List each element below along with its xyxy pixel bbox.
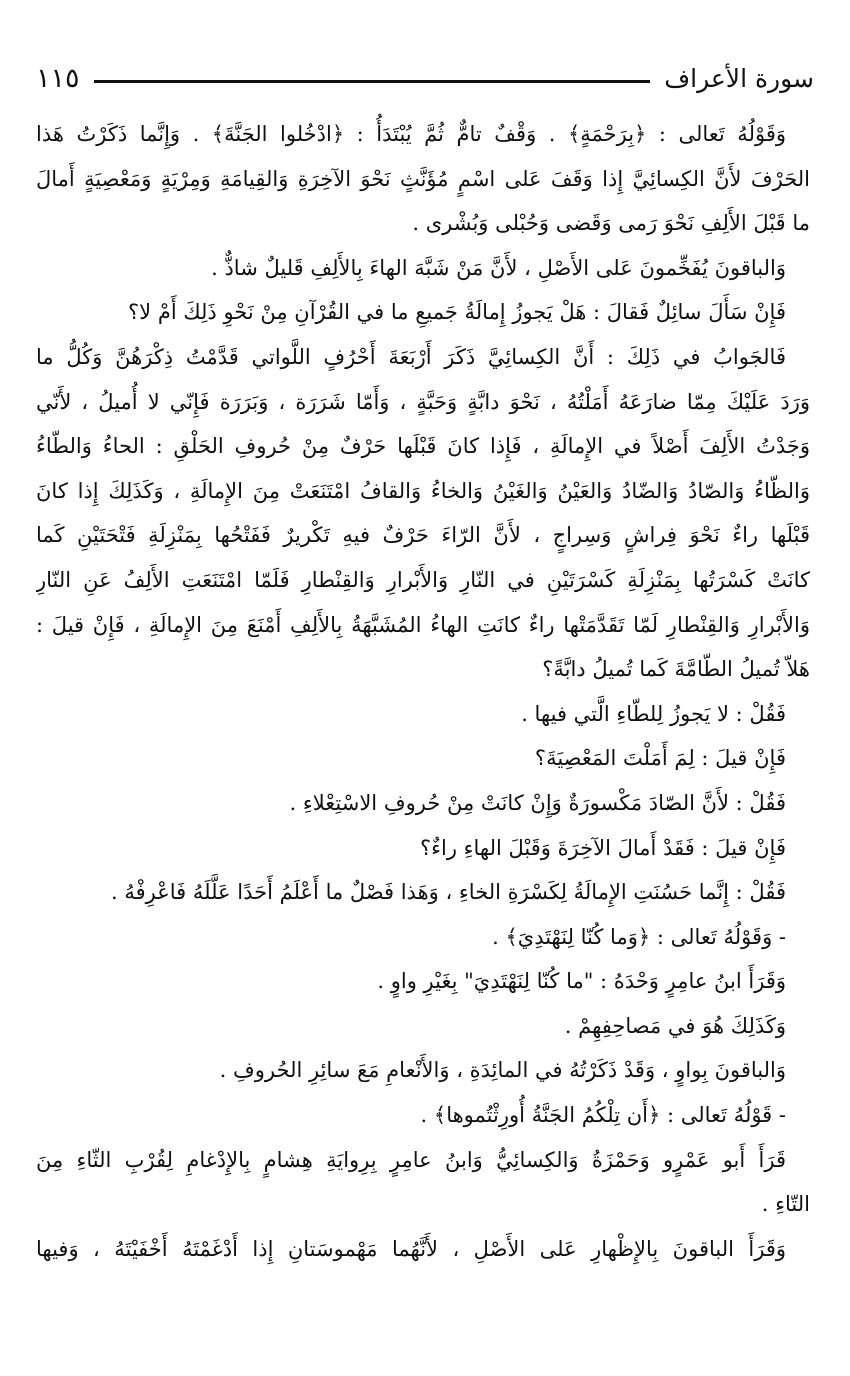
- text-line: - وَقَوْلُهُ تَعالى : ﴿وَما كُنّا لِنَهْتَدِيَ﴾ .: [492, 924, 786, 949]
- text-line: هَلاّ تُميلُ الطّامَّةَ كَما تُميلُ دابَّةً؟: [542, 657, 810, 682]
- surah-title: سورة الأعراف: [664, 63, 814, 93]
- text-line: ما قَبْلَ الأَلِفِ نَحْوَ رَمى وَقَضى وَحُبْلى وَبُشْرى .: [412, 211, 810, 236]
- text-line: وَالباقونَ بِواوٍ ، وَقَدْ ذَكَرْتُهُ في المائِدَةِ ، وَالأَنْعامِ مَعَ سائِرِ الحُروفِ .: [219, 1058, 786, 1083]
- text-line: فَإِنْ قيلَ : فَقَدْ أَمالَ الآخِرَةَ وَقَبْلَ الهاءِ راءٌ؟: [419, 835, 786, 860]
- text-line: التّاءِ .: [761, 1192, 810, 1217]
- text-line: وَقَرَأَ ابنُ عامِرٍ وَحْدَهُ : "ما كُنّا لِنَهْتَدِيَ" بِغَيْرِ واوٍ .: [377, 969, 786, 994]
- text-line: وَقَوْلُهُ تَعالى : ﴿بِرَحْمَةٍ﴾ . وَقْفٌ تامٌّ ثُمَّ يُبْتَدَأُ : ﴿ادْخُلوا الجَنَّةَ﴾ . وَإِنَّما ذَكَرْتُ هَذا: [36, 122, 786, 146]
- text-line: فَقُلْ : لأَنَّ الصّادَ مَكْسورَةٌ وَإِنْ كانَتْ مِنْ حُروفِ الاسْتِعْلاءِ .: [289, 790, 786, 815]
- text-line: قَرَأَ أَبو عَمْرٍو وَحَمْزَةُ وَالكِسائِيُّ وَابنُ عامِرٍ بِرِوايَةِ هِشامٍ بِالإِدْغامِ لِقُرْبِ الثّاءِ مِنَ: [36, 1147, 786, 1172]
- text-line: كانَتْ كَسْرَتُها بِمَنْزِلَةِ كَسْرَتَيْنِ في النّارِ وَالأَبْرارِ وَالقِنْطارِ فَلَمّا امْتَنَعَتِ الأَلِفُ عَنِ النّارِ: [36, 567, 810, 592]
- body-text: [36, 112, 810, 1271]
- text-line: الحَرْفَ لأَنَّ الكِسائِيَّ إِذا وَقَفَ عَلى اسْمٍ مُؤَنَّثٍ نَحْوَ الآخِرَةِ وَالقِيامَةِ وَمِرْيَةٍ وَمَعْصِيَةٍ أَمالَ: [36, 166, 810, 191]
- text-line: فَقُلْ : إِنَّما حَسُنَتِ الإِمالَةُ لِكَسْرَةِ الخاءِ ، وَهَذا فَصْلٌ ما أَعْلَمُ أَحَدًا عَلَّلَهُ فَاعْرِفْهُ .: [111, 880, 786, 905]
- header-rule: [94, 80, 651, 83]
- text-line: وَقَرَأَ الباقونَ بِالإِظْهارِ عَلى الأَصْلِ ، لأَنَّهُما مَهْموسَتانِ إِذا أَدْغَمْتَهُ أَخْفَيْتَهُ ، وَفيها: [36, 1236, 786, 1261]
- text-line: فَإِنْ سَأَلَ سائِلٌ فَقالَ : هَلْ يَجوزُ إِمالَةُ جَميعِ ما في القُرْآنِ مِنْ نَحْوِ ذَلِكَ أَمْ لا؟: [128, 300, 786, 325]
- text-line: وَالأَبْرارِ وَالقِنْطارِ لَمّا تَقَدَّمَتْها راءٌ كانَتِ الهاءُ المُشَبَّهَةُ بِالأَلِفِ أَمْنَعَ مِنَ الإِمالَةِ ، فَإِنْ قيلَ :: [36, 612, 810, 637]
- text-line: فَإِنْ قيلَ : لِمَ أَمَلْتَ المَعْصِيَةَ؟: [534, 746, 786, 771]
- page-number: ١١٥: [36, 62, 80, 94]
- page-header: [36, 58, 814, 98]
- text-line: وَرَدَ عَلَيْكَ مِمّا ضارَعَهُ أَمَلْتُهُ ، نَحْوَ دابَّةٍ وَحَبَّةٍ ، وَأَمّا شَرَرَة ، وَبَرَرَة فَإِنّي لا أُميلُ ، لأَنّي: [36, 389, 810, 414]
- text-line: - قَوْلُهُ تَعالى : ﴿أَن تِلْكُمُ الجَنَّةُ أُورِثْتُموها﴾ .: [420, 1103, 786, 1128]
- text-line: فَالجَوابُ في ذَلِكَ : أَنَّ الكِسائِيَّ ذَكَرَ أَرْبَعَةَ أَحْرُفٍ اللَّواتي قَدَّمْتُ ذِكْرَهُنَّ وَكُلُّ ما: [36, 344, 786, 369]
- text-line: وَالباقونَ يُفَخِّمونَ عَلى الأَصْلِ ، لأَنَّ مَنْ شَبَّهَ الهاءَ بِالأَلِفِ قَليلٌ شاذٌّ .: [211, 255, 786, 280]
- text-line: وَكَذَلِكَ هُوَ في مَصاحِفِهِمْ .: [564, 1013, 786, 1038]
- text-line: فَقُلْ : لا يَجوزُ لِلطّاءِ الَّتي فيها .: [521, 701, 786, 726]
- text-line: قَبْلَها راءٌ نَحْوَ فِراشٍ وَسِراجٍ ، لأَنَّ الرّاءَ حَرْفٌ فيهِ تَكْريرٌ فَفَتْحُها بِمَنْزِلَةِ فَتْحَتَيْنِ كَما: [36, 523, 810, 548]
- text-line: وَجَدْتُ الأَلِفَ أَصْلاً في الإِمالَةِ ، فَإِذا كانَ قَبْلَها حَرْفٌ مِنْ حُروفِ الحَلْقِ : الحاءُ وَالطّاءُ: [36, 434, 810, 459]
- text-line: وَالظّاءُ وَالصّادُ وَالضّادُ وَالعَيْنُ وَالغَيْنُ وَالخاءُ وَالقافُ امْتَنَعَتْ مِنَ الإِمالَةِ ، وَكَذَلِكَ إِذا كانَ: [36, 478, 810, 503]
